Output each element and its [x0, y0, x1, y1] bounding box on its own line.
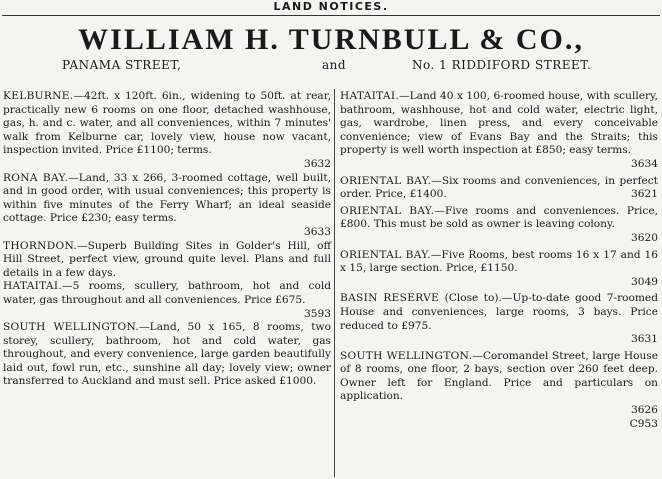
- notice-ref: 3634: [631, 157, 658, 170]
- notice-ref: 3621: [631, 188, 658, 201]
- notice-basin-reserve: [340, 292, 658, 333]
- notice-ref: 3593: [304, 307, 331, 320]
- notice-heading: SOUTH WELLINGTON.: [3, 321, 140, 334]
- notice-body: (Close to).—Up-to-date good 7-roomed House and conveniences, large rooms, 3 bays. Price reduced to £975.: [340, 292, 658, 332]
- notice-oriental-bay-3: [340, 249, 658, 276]
- notice-body: —Land 40 x 100, 6-roomed house, with scullery, bathroom, washhouse, hot and cold water, electric light, gas, wardrobe, linen press, and every conceivable convenience; view of Evans Bay and the Straits; this property is well worth inspection at £850; easy terms.: [340, 90, 658, 157]
- notice-body: —Five Rooms, best rooms 16 x 17 and 16 x 15, large section. Price, £1150.: [340, 248, 658, 275]
- notice-rona-bay: [3, 172, 331, 226]
- notice-hataitai: [3, 280, 331, 307]
- notice-oriental-bay-2: [340, 205, 658, 232]
- notice-thorndon: [3, 240, 331, 281]
- notice-body: —42ft. x 120ft. 6in., widening to 50ft. at rear, practically new 6 rooms on one floor, detached washhouse, gas, h. and c. water, and all conveniences, within 7 minutes' walk from Kelburne car, lovely view, house now vacant, inspection invited. Price £1100; terms.: [3, 90, 331, 157]
- notice-heading: RONA BAY.: [3, 171, 69, 184]
- notice-heading: ORIENTAL BAY.: [340, 174, 432, 187]
- notice-heading: KELBURNE.: [3, 90, 74, 102]
- address-right: No. 1 RIDDIFORD STREET.: [412, 58, 592, 72]
- notice-ref: 3632: [304, 157, 331, 170]
- column-divider: [334, 89, 335, 477]
- notice-heading: THORNDON.: [3, 239, 78, 252]
- notice-heading: HATAITAI.: [3, 280, 63, 293]
- notice-south-wellington: [3, 321, 331, 389]
- notice-body: —Coromandel Street, large House of 8 rooms, one floor, 2 bays, section over 260 feet deep. Owner left for England. Price and particulars on application.: [340, 349, 658, 403]
- notice-ref: 3631: [631, 333, 658, 346]
- address-mid: and: [322, 58, 347, 72]
- notice-oriental-bay-1: [340, 175, 658, 202]
- notice-hataitai-2: [340, 90, 658, 158]
- notice-ref: 3626: [631, 404, 658, 417]
- notice-heading: ORIENTAL BAY.: [340, 248, 431, 261]
- heading-rule: [2, 15, 660, 16]
- section-heading: LAND NOTICES.: [273, 0, 389, 13]
- notice-kelburne: [3, 90, 331, 158]
- notice-heading: ORIENTAL BAY.: [340, 204, 435, 217]
- footer-code: C953: [629, 417, 658, 430]
- notice-ref: 3633: [304, 225, 331, 238]
- notice-body: —5 rooms, scullery, bathroom, hot and cold water, gas throughout and all conveniences. Price £675.: [3, 280, 331, 306]
- notice-heading: BASIN RESERVE: [340, 292, 440, 305]
- right-column: [340, 90, 658, 431]
- address-left: PANAMA STREET,: [62, 58, 182, 72]
- left-column: [3, 90, 331, 389]
- firm-name: WILLIAM H. TURNBULL & CO.,: [78, 23, 584, 56]
- notice-body: —Five rooms and conveniences. Price, £800. This must be sold as owner is leaving colony.: [340, 204, 658, 231]
- notice-body: —Land, 50 x 165, 8 rooms, two storey, scullery, bathroom, hot and cold water, gas throughout, and every convenience, large garden beautifully laid out, fowl run, etc., sunshine all day; lovely view; owner transferred to Auckland and must sell. Price asked £1000.: [3, 321, 331, 388]
- notice-ref: 3620: [631, 231, 658, 244]
- notice-ref: 3049: [631, 275, 658, 288]
- notice-south-wellington-2: [340, 350, 658, 404]
- notice-body: —Land, 33 x 266, 3-roomed cottage, well built, and in good order, with usual conveniences; this property is within five minutes of the Ferry Wharf; an ideal seaside cottage. Price £230; easy terms.: [3, 171, 331, 225]
- notice-heading: SOUTH WELLINGTON.: [340, 349, 473, 362]
- notice-body: —Six rooms and conveniences, in perfect order. Price, £1400.: [340, 174, 658, 201]
- notice-heading: HATAITAI.: [340, 90, 400, 102]
- notice-body: —Superb Building Sites in Golder's Hill, off Hill Street, perfect view, ground quite level. Plans and full details in a few days.: [3, 239, 331, 279]
